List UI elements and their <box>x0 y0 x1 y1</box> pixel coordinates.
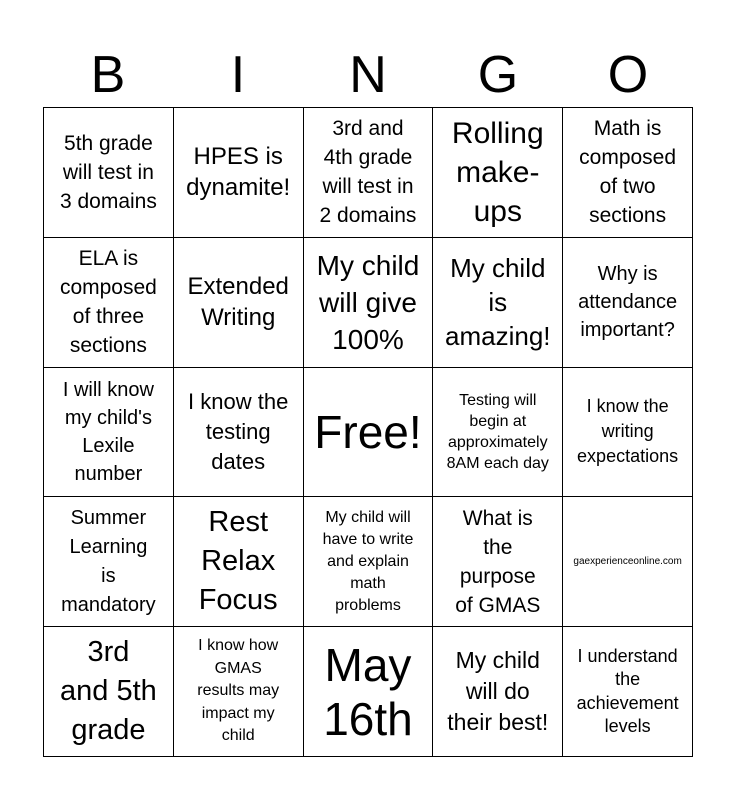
bingo-cell[interactable] <box>433 497 563 627</box>
cell-text: I know how GMAS results may impact my child <box>197 637 280 745</box>
cell-text: My child will have to write and explain math problems <box>322 508 414 614</box>
cell-text: I understand the achievement levels <box>576 645 679 737</box>
cell-text: Rest Relax Focus <box>198 506 278 617</box>
cell-text: May 16th <box>323 638 413 745</box>
bingo-cell[interactable] <box>433 238 563 368</box>
bingo-cell[interactable] <box>174 627 304 757</box>
cell-text: Testing will begin at approximately 8AM each day <box>446 391 549 472</box>
bingo-cell[interactable] <box>304 108 434 238</box>
bingo-board <box>43 107 693 757</box>
cell-text: Free! <box>314 405 422 458</box>
cell-text: What is the purpose of GMAS <box>455 506 541 617</box>
bingo-cell[interactable] <box>433 368 563 498</box>
cell-text: ELA is composed of three sections <box>59 247 157 358</box>
bingo-cell[interactable] <box>44 497 174 627</box>
header-letter-o: O <box>607 46 649 104</box>
bingo-cell[interactable] <box>174 108 304 238</box>
cell-text: I know the testing dates <box>188 388 289 474</box>
header-letter-i: I <box>230 46 246 104</box>
cell-text: gaexperienceonline.com <box>573 556 682 568</box>
bingo-cell[interactable] <box>563 108 693 238</box>
bingo-cell[interactable] <box>304 627 434 757</box>
bingo-cell[interactable] <box>304 238 434 368</box>
bingo-cell[interactable] <box>433 108 563 238</box>
bingo-cell[interactable] <box>433 627 563 757</box>
cell-text: My child is amazing! <box>445 253 551 352</box>
cell-text: Summer Learning is mandatory <box>61 506 156 616</box>
cell-text: I will know my child's Lexile number <box>62 378 154 485</box>
header-letter-g: G <box>477 46 519 104</box>
cell-text: Math is composed of two sections <box>579 117 677 228</box>
bingo-cell[interactable] <box>44 627 174 757</box>
cell-text: My child will give 100% <box>316 249 420 355</box>
bingo-cell[interactable] <box>44 368 174 498</box>
cell-text: Extended Writing <box>187 273 289 332</box>
cell-text: I know the writing expectations <box>577 396 679 467</box>
bingo-cell[interactable] <box>174 497 304 627</box>
bingo-cell[interactable] <box>563 368 693 498</box>
cell-text: 3rd and 4th grade will test in 2 domains <box>319 117 417 228</box>
header-letter-n: N <box>349 46 387 104</box>
bingo-cell[interactable] <box>174 238 304 368</box>
cell-text: 3rd and 5th grade <box>60 636 157 747</box>
cell-text: My child will do their best! <box>447 647 549 736</box>
bingo-cell[interactable] <box>563 497 693 627</box>
cell-text: 5th grade will test in 3 domains <box>59 131 157 213</box>
cell-text: HPES is dynamite! <box>186 143 291 202</box>
bingo-cell[interactable] <box>304 497 434 627</box>
bingo-cell[interactable] <box>44 108 174 238</box>
cell-text: Rolling make- ups <box>451 116 544 228</box>
bingo-cell[interactable] <box>44 238 174 368</box>
cell-text: Why is attendance important? <box>578 263 678 342</box>
header-letter-b: B <box>90 46 126 104</box>
bingo-header <box>43 44 693 106</box>
free-space[interactable] <box>304 368 434 498</box>
bingo-cell[interactable] <box>174 368 304 498</box>
bingo-cell[interactable] <box>563 627 693 757</box>
bingo-cell[interactable] <box>563 238 693 368</box>
